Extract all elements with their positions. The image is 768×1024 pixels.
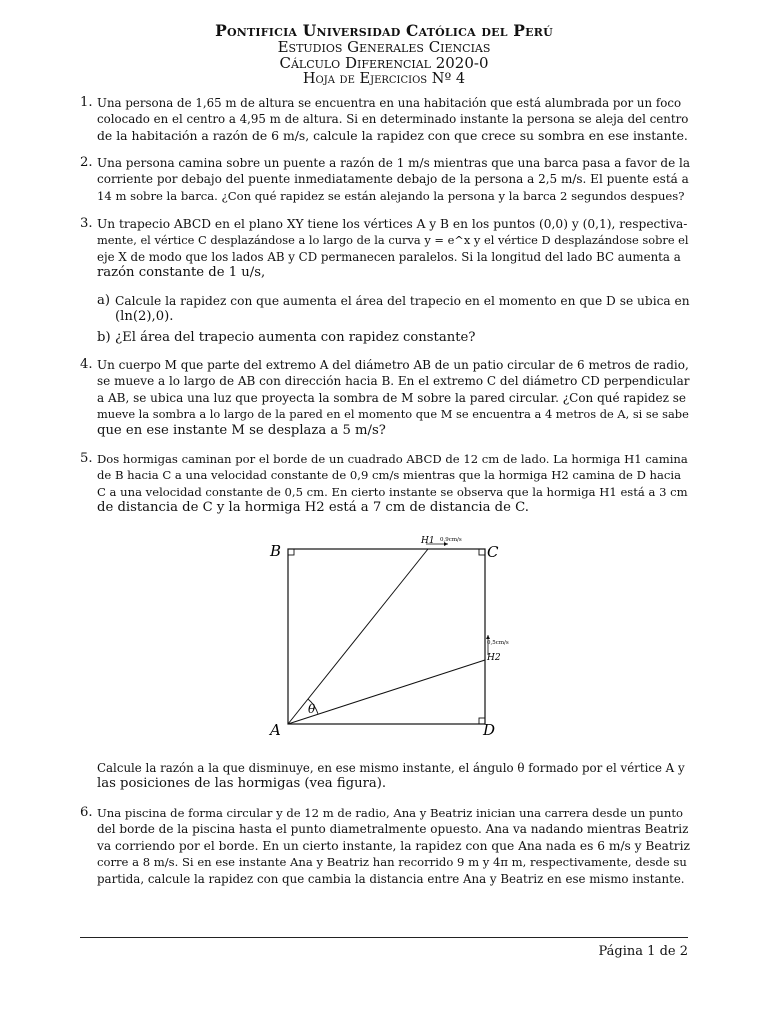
exercise-5 [80,451,690,517]
exercise-line: de distancia de C y la hormiga H2 está a 7 cm de distancia de C. [97,500,529,516]
right-angle-b [288,549,294,555]
right-angle-c [479,549,485,555]
exercise-line: del borde de la piscina hasta el punto diametralmente opuesto. Ana va nadando mientras Beatriz [97,822,689,837]
exercise-6 [80,805,690,887]
label-b: B [270,542,282,560]
exercise-line: que en ese instante M se desplaza a 5 m/s? [97,422,386,438]
exercise-line: colocado en el centro a 4,95 m de altura. Si en determinado instante la persona se aleja del centro [97,112,689,127]
label-theta: θ [308,702,316,716]
exercise-line: Un cuerpo M que parte del extremo A del diámetro AB de un patio circular de 6 metros de radio, [97,358,689,372]
exercise-line: corre a 8 m/s. Si en ese instante Ana y Beatriz han recorrido 9 m y 4π m, respectivamente, desde su [97,855,687,870]
label-d: D [483,721,496,738]
exercise-line: Una persona camina sobre un puente a razón de 1 m/s mientras que una barca pasa a favor de la [97,156,690,170]
page-number: Página 1 de 2 [598,944,688,959]
exercise-line: Un trapecio ABCD en el plano XY tiene los vértices A y B en los puntos (0,0) y (0,1), respectiva- [97,217,688,231]
document-header [0,22,768,87]
exercise-number: 2. [80,155,93,170]
exercise-line: de B hacia C a una velocidad constante de 0,9 cm/s mientras que la hormiga H2 camina de D hacia [97,468,682,483]
exercise-5-question [97,760,690,793]
segment-a-h1 [288,549,428,724]
studies-title: Estudios Generales Ciencias [277,38,491,56]
exercise-number: 5. [80,451,93,466]
part-label: a) [97,293,111,308]
sheet-title: Hoja de Ejercicios Nº 4 [302,71,466,87]
label-h1: H1 [421,536,435,546]
arrow-up-icon [486,635,490,639]
part-label: b) [97,330,111,345]
exercise-line: C a una velocidad constante de 0,5 cm. En cierto instante se observa que la hormiga H1 está a 3 cm [97,484,688,499]
exercise-line: Una persona de 1,65 m de altura se encuentra en una habitación que está alumbrada por un foco [97,96,682,110]
exercise-number: 3. [80,216,93,231]
exercise-line: 14 m sobre la barca. ¿Con qué rapidez se están alejando la persona y la barca 2 segundos despues? [97,188,685,203]
segment-a-h2 [288,660,485,724]
part-line: (ln(2),0). [115,309,174,325]
exercise-line: Dos hormigas caminan por el borde de un cuadrado ABCD de 12 cm de lado. La hormiga H1 camina [97,452,688,466]
exercise-line: a AB, se ubica una luz que proyecta la sombra de M sobre la pared circular. ¿Con qué rapidez se [97,390,687,405]
exercise-3-part-a [97,293,690,326]
part-line: ¿El área del trapecio aumenta con rapidez constante? [115,330,476,345]
square-figure [268,532,540,738]
question-line: las posiciones de las hormigas (vea figura). [97,776,387,792]
exercise-2 [80,155,690,204]
exercise-line: partida, calcule la rapidez con que cambia la distancia entre Ana y Beatriz en ese mismo instante. [97,871,685,886]
course-title: Cálculo Diferencial 2020-0 [279,54,489,72]
exercise-line: corriente por debajo del puente inmediatamente debajo de la persona a 2,5 m/s. El puente está a [97,172,689,187]
exercise-3-part-b [97,330,690,346]
exercise-number: 1. [80,95,93,110]
exercise-number: 6. [80,805,93,820]
square-abcd [288,549,485,724]
exercise-line: va corriendo por el borde. En un cierto instante, la rapidez con que Ana nada es 6 m/s y Beatriz [97,838,690,853]
exercise-number: 4. [80,357,93,372]
exercise-1 [80,95,690,144]
exercise-4 [80,357,690,439]
exercise-line: se mueve a lo largo de AB con dirección hacia B. En el extremo C del diámetro CD perpendicular [97,374,690,389]
university-title: Pontificia Universidad Católica del Perú [215,21,553,40]
footer-divider [80,937,688,938]
label-h1-speed: 0,9cm/s [440,537,462,543]
exercise-line: Una piscina de forma circular y de 12 m de radio, Ana y Beatriz inician una carrera desde un punto [97,806,683,820]
exercise-line: eje X de modo que los lados AB y CD permanecen paralelos. Si la longitud del lado BC aumenta a [97,249,681,264]
exercise-line: de la habitación a razón de 6 m/s, calcule la rapidez con que crece su sombra en ese instante. [97,127,688,143]
exercise-line: mueve la sombra a lo largo de la pared en el momento que M se encuentra a 4 metros de A, si se sabe [97,407,689,422]
part-line: Calcule la rapidez con que aumenta el área del trapecio en el momento en que D se ubica en [115,294,690,308]
label-c: C [487,543,499,561]
label-h2: H2 [487,653,501,663]
exercise-3 [80,216,690,282]
exercise-line: razón constante de 1 u/s, [97,265,266,281]
label-a: A [270,721,281,738]
exercise-line: mente, el vértice C desplazándose a lo largo de la curva y = e^x y el vértice D desplazándose sobre el [97,233,689,248]
question-line: Calcule la razón a la que disminuye, en ese mismo instante, el ángulo θ formado por el vértice A y [97,761,685,775]
label-h2-speed: 0,5cm/s [487,640,509,646]
